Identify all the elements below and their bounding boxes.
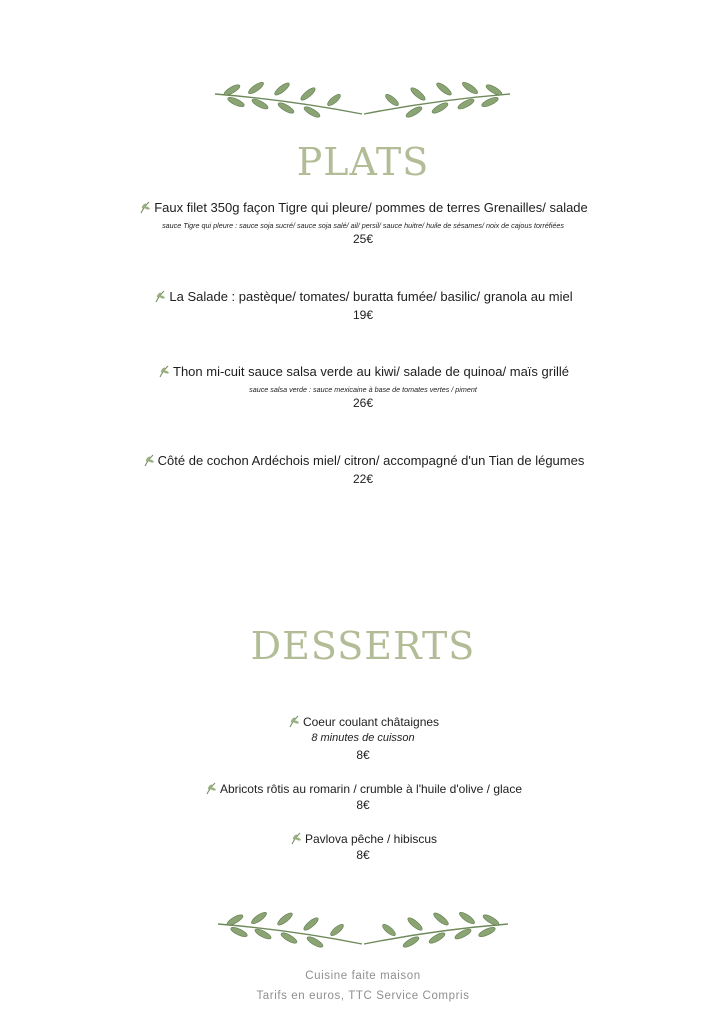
desserts-item-1 xyxy=(0,714,726,729)
dish-name: La Salade : pastèque/ tomates/ buratta fumée/ basilic/ granola au miel xyxy=(169,289,573,304)
dish-price: 26€ xyxy=(352,396,374,410)
bottom-laurel-ornament xyxy=(0,900,726,970)
sprig-icon xyxy=(157,364,171,378)
dessert-price: 8€ xyxy=(356,848,370,862)
dish-name: Côté de cochon Ardéchois miel/ citron/ accompagné d'un Tian de légumes xyxy=(157,453,585,468)
plats-item-4 xyxy=(0,453,726,468)
dessert-name: Abricots rôtis au romarin / crumble à l'huile d'olive / glace xyxy=(219,782,523,796)
plats-item-1 xyxy=(0,200,726,215)
dessert-price: 8€ xyxy=(356,798,370,812)
dish-name: Faux filet 350g façon Tigre qui pleure/ pommes de terres Grenailles/ salade xyxy=(154,200,588,215)
dessert-note: 8 minutes de cuisson xyxy=(311,732,415,744)
dessert-name: Pavlova pêche / hibiscus xyxy=(304,832,438,846)
sprig-icon xyxy=(153,289,167,303)
desserts-title: DESSERTS xyxy=(250,624,476,668)
plats-item-2 xyxy=(0,289,726,304)
desserts-item-3 xyxy=(0,831,726,846)
dessert-name: Coeur coulant châtaignes xyxy=(302,715,440,729)
sprig-icon xyxy=(289,831,303,845)
sprig-icon xyxy=(204,781,218,795)
desserts-item-2 xyxy=(0,781,726,796)
plats-item-3 xyxy=(0,364,726,379)
dish-price: 22€ xyxy=(352,472,374,486)
footer-line-1: Cuisine faite maison xyxy=(305,970,421,982)
dish-note: sauce Tigre qui pleure : sauce soja sucré/ sauce soja salé/ ail/ persil/ sauce huitre/ huile de sésames/ noix de cajous torréfiées xyxy=(162,221,564,230)
footer-line-2: Tarifs en euros, TTC Service Compris xyxy=(256,990,470,1002)
sprig-icon xyxy=(138,200,152,214)
laurel-branch-icon xyxy=(0,900,726,970)
plats-title: PLATS xyxy=(296,140,430,184)
dish-note: sauce salsa verde : sauce mexicaine à base de tomates vertes / piment xyxy=(249,385,477,394)
dish-price: 25€ xyxy=(352,232,374,246)
top-laurel-ornament xyxy=(0,70,726,140)
sprig-icon xyxy=(142,453,156,467)
laurel-branch-icon xyxy=(0,70,726,140)
dish-name: Thon mi-cuit sauce salsa verde au kiwi/ salade de quinoa/ maïs grillé xyxy=(173,364,569,379)
dessert-price: 8€ xyxy=(356,748,370,762)
sprig-icon xyxy=(287,714,301,728)
dish-price: 19€ xyxy=(352,308,374,322)
